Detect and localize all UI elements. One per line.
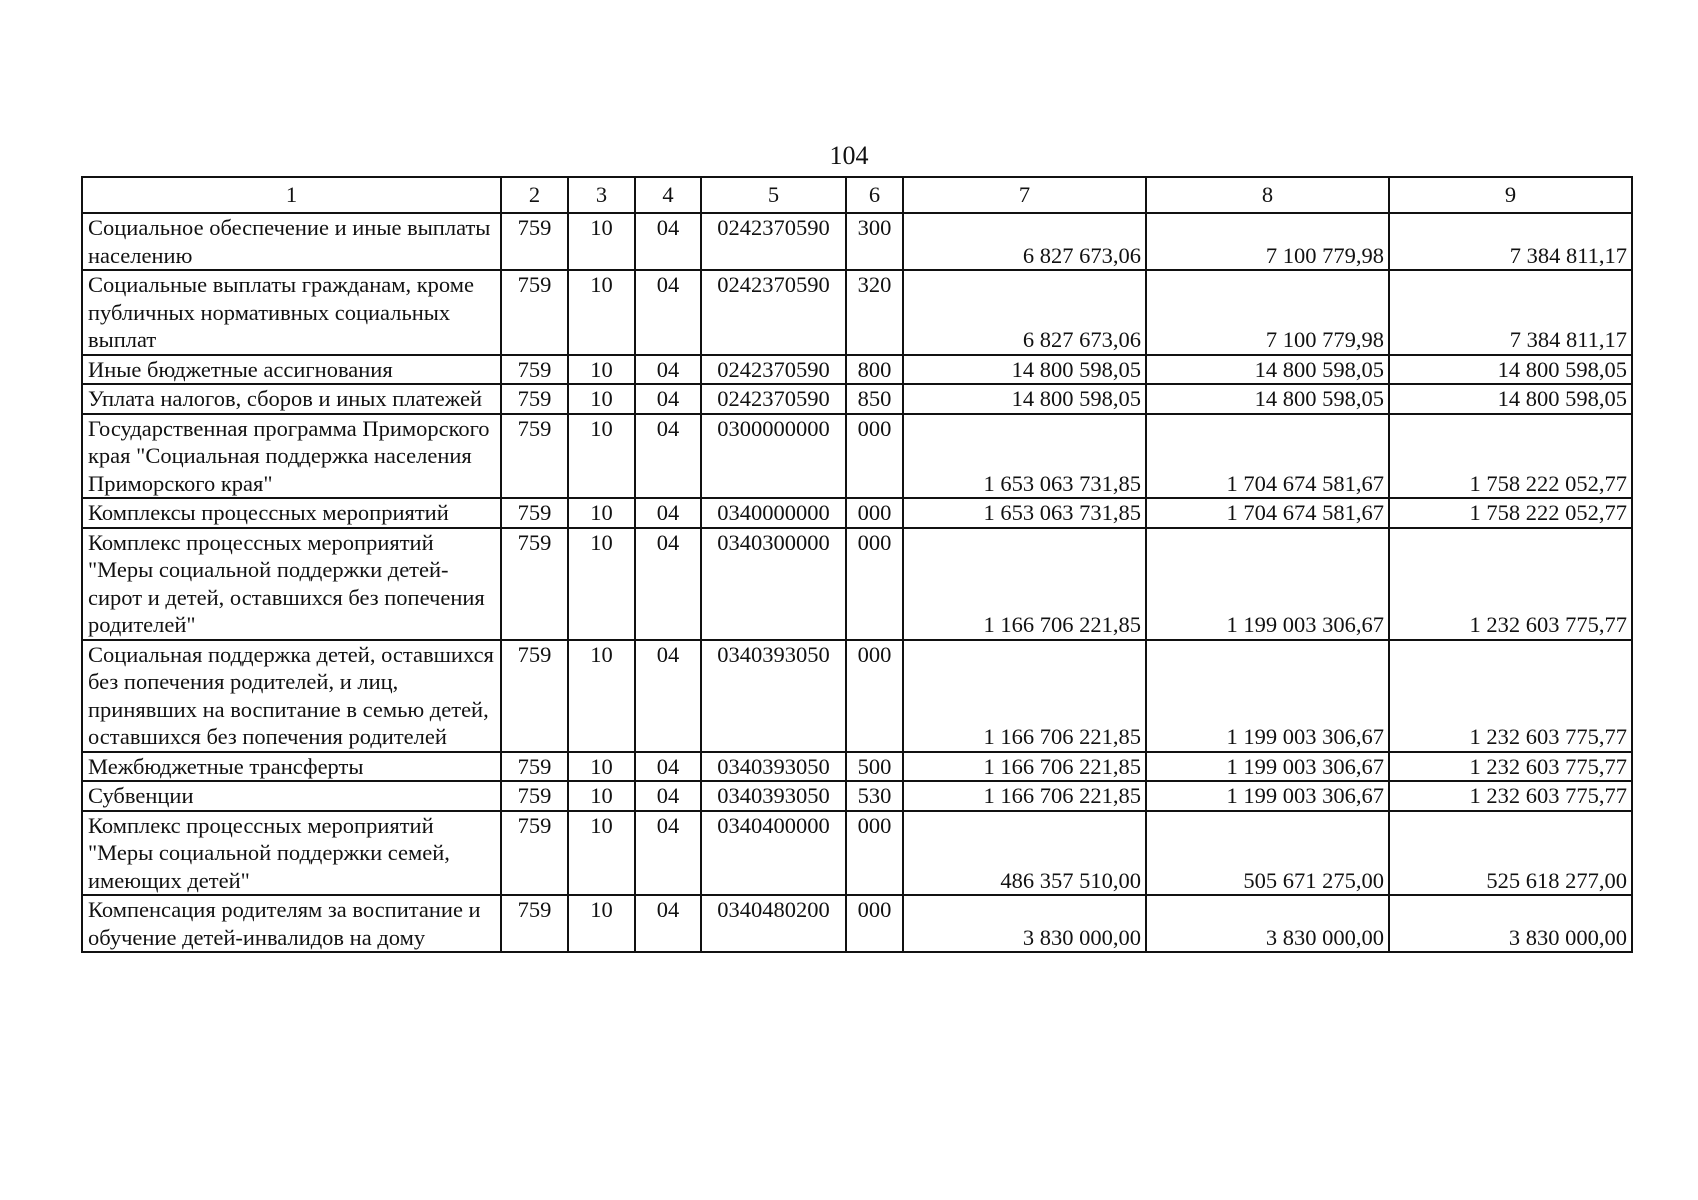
row-col-7: 6 827 673,06 — [903, 270, 1146, 355]
row-name: Уплата налогов, сборов и иных платежей — [82, 384, 501, 414]
row-col-7: 1 653 063 731,85 — [903, 498, 1146, 528]
row-col-5: 0242370590 — [701, 213, 846, 270]
row-col-4: 04 — [635, 270, 701, 355]
table-row — [82, 384, 1632, 414]
row-col-2: 759 — [501, 752, 568, 782]
row-col-8: 1 199 003 306,67 — [1146, 528, 1389, 640]
table-row — [82, 270, 1632, 355]
row-name: Комплекс процессных мероприятий "Меры социальной поддержки детей-сирот и детей, оставшихся без попечения родителей" — [82, 528, 501, 640]
row-col-5: 0340393050 — [701, 640, 846, 752]
row-col-9: 3 830 000,00 — [1389, 895, 1632, 952]
row-col-9: 1 232 603 775,77 — [1389, 781, 1632, 811]
row-col-4: 04 — [635, 213, 701, 270]
row-col-6: 850 — [846, 384, 903, 414]
header-col-1: 1 — [82, 177, 501, 213]
row-col-4: 04 — [635, 752, 701, 782]
row-col-2: 759 — [501, 895, 568, 952]
row-name: Государственная программа Приморского края "Социальная поддержка населения Приморского края" — [82, 414, 501, 499]
row-name: Субвенции — [82, 781, 501, 811]
row-col-6: 000 — [846, 498, 903, 528]
row-col-3: 10 — [568, 781, 635, 811]
row-col-4: 04 — [635, 384, 701, 414]
header-col-6: 6 — [846, 177, 903, 213]
row-col-9: 1 758 222 052,77 — [1389, 498, 1632, 528]
row-col-7: 1 166 706 221,85 — [903, 781, 1146, 811]
row-col-3: 10 — [568, 895, 635, 952]
row-col-5: 0300000000 — [701, 414, 846, 499]
row-col-2: 759 — [501, 781, 568, 811]
header-col-8: 8 — [1146, 177, 1389, 213]
row-col-8: 14 800 598,05 — [1146, 355, 1389, 385]
row-col-7: 6 827 673,06 — [903, 213, 1146, 270]
row-col-5: 0340300000 — [701, 528, 846, 640]
row-col-3: 10 — [568, 270, 635, 355]
row-col-6: 000 — [846, 528, 903, 640]
row-col-2: 759 — [501, 528, 568, 640]
row-col-6: 320 — [846, 270, 903, 355]
row-name: Компенсация родителям за воспитание и обучение детей-инвалидов на дому — [82, 895, 501, 952]
row-col-8: 1 199 003 306,67 — [1146, 781, 1389, 811]
row-col-6: 500 — [846, 752, 903, 782]
row-name: Иные бюджетные ассигнования — [82, 355, 501, 385]
row-col-5: 0340393050 — [701, 781, 846, 811]
row-col-7: 1 166 706 221,85 — [903, 752, 1146, 782]
row-col-6: 530 — [846, 781, 903, 811]
header-col-7: 7 — [903, 177, 1146, 213]
row-col-9: 14 800 598,05 — [1389, 355, 1632, 385]
row-col-5: 0340393050 — [701, 752, 846, 782]
row-col-2: 759 — [501, 498, 568, 528]
row-col-7: 3 830 000,00 — [903, 895, 1146, 952]
row-col-6: 800 — [846, 355, 903, 385]
row-name: Социальные выплаты гражданам, кроме публичных нормативных социальных выплат — [82, 270, 501, 355]
table-row — [82, 498, 1632, 528]
row-col-7: 14 800 598,05 — [903, 384, 1146, 414]
row-col-5: 0340000000 — [701, 498, 846, 528]
row-col-2: 759 — [501, 355, 568, 385]
row-col-9: 7 384 811,17 — [1389, 213, 1632, 270]
row-col-8: 1 704 674 581,67 — [1146, 498, 1389, 528]
row-col-4: 04 — [635, 781, 701, 811]
row-col-3: 10 — [568, 414, 635, 499]
row-col-2: 759 — [501, 640, 568, 752]
row-col-4: 04 — [635, 498, 701, 528]
row-col-9: 1 232 603 775,77 — [1389, 752, 1632, 782]
table-row — [82, 355, 1632, 385]
row-col-6: 000 — [846, 811, 903, 896]
row-col-5: 0242370590 — [701, 270, 846, 355]
table-row — [82, 640, 1632, 752]
table-row — [82, 414, 1632, 499]
row-col-9: 1 758 222 052,77 — [1389, 414, 1632, 499]
row-col-9: 7 384 811,17 — [1389, 270, 1632, 355]
row-col-4: 04 — [635, 640, 701, 752]
row-col-7: 1 166 706 221,85 — [903, 640, 1146, 752]
row-col-3: 10 — [568, 384, 635, 414]
row-name: Комплексы процессных мероприятий — [82, 498, 501, 528]
table-row — [82, 781, 1632, 811]
header-col-4: 4 — [635, 177, 701, 213]
budget-table — [81, 176, 1633, 953]
row-name: Комплекс процессных мероприятий "Меры социальной поддержки семей, имеющих детей" — [82, 811, 501, 896]
table-row — [82, 811, 1632, 896]
row-col-6: 000 — [846, 895, 903, 952]
table-row — [82, 752, 1632, 782]
row-col-9: 525 618 277,00 — [1389, 811, 1632, 896]
row-name: Межбюджетные трансферты — [82, 752, 501, 782]
header-col-2: 2 — [501, 177, 568, 213]
row-col-2: 759 — [501, 811, 568, 896]
row-col-8: 1 199 003 306,67 — [1146, 640, 1389, 752]
row-col-7: 486 357 510,00 — [903, 811, 1146, 896]
row-col-4: 04 — [635, 895, 701, 952]
row-col-2: 759 — [501, 270, 568, 355]
row-col-8: 505 671 275,00 — [1146, 811, 1389, 896]
row-col-2: 759 — [501, 213, 568, 270]
header-col-9: 9 — [1389, 177, 1632, 213]
row-col-4: 04 — [635, 528, 701, 640]
row-col-8: 1 704 674 581,67 — [1146, 414, 1389, 499]
row-col-9: 14 800 598,05 — [1389, 384, 1632, 414]
row-col-6: 000 — [846, 640, 903, 752]
row-col-8: 7 100 779,98 — [1146, 270, 1389, 355]
row-col-8: 1 199 003 306,67 — [1146, 752, 1389, 782]
row-col-5: 0242370590 — [701, 355, 846, 385]
header-col-5: 5 — [701, 177, 846, 213]
row-col-6: 000 — [846, 414, 903, 499]
row-col-5: 0242370590 — [701, 384, 846, 414]
row-col-7: 14 800 598,05 — [903, 355, 1146, 385]
row-col-2: 759 — [501, 414, 568, 499]
row-col-8: 14 800 598,05 — [1146, 384, 1389, 414]
row-col-9: 1 232 603 775,77 — [1389, 640, 1632, 752]
table-row — [82, 528, 1632, 640]
row-col-6: 300 — [846, 213, 903, 270]
row-col-4: 04 — [635, 414, 701, 499]
row-col-4: 04 — [635, 811, 701, 896]
row-col-7: 1 653 063 731,85 — [903, 414, 1146, 499]
header-row — [82, 177, 1632, 213]
row-name: Социальная поддержка детей, оставшихся без попечения родителей, и лиц, принявших на воспитание в семью детей, оставшихся без попечения родителей — [82, 640, 501, 752]
page-number: 104 — [829, 141, 869, 170]
row-col-3: 10 — [568, 355, 635, 385]
row-col-3: 10 — [568, 528, 635, 640]
row-col-3: 10 — [568, 498, 635, 528]
row-col-5: 0340400000 — [701, 811, 846, 896]
row-col-4: 04 — [635, 355, 701, 385]
row-name: Социальное обеспечение и иные выплаты населению — [82, 213, 501, 270]
row-col-8: 3 830 000,00 — [1146, 895, 1389, 952]
row-col-7: 1 166 706 221,85 — [903, 528, 1146, 640]
row-col-2: 759 — [501, 384, 568, 414]
row-col-3: 10 — [568, 213, 635, 270]
row-col-3: 10 — [568, 752, 635, 782]
table-row — [82, 213, 1632, 270]
row-col-3: 10 — [568, 811, 635, 896]
row-col-3: 10 — [568, 640, 635, 752]
table-row — [82, 895, 1632, 952]
row-col-9: 1 232 603 775,77 — [1389, 528, 1632, 640]
row-col-8: 7 100 779,98 — [1146, 213, 1389, 270]
header-col-3: 3 — [568, 177, 635, 213]
row-col-5: 0340480200 — [701, 895, 846, 952]
